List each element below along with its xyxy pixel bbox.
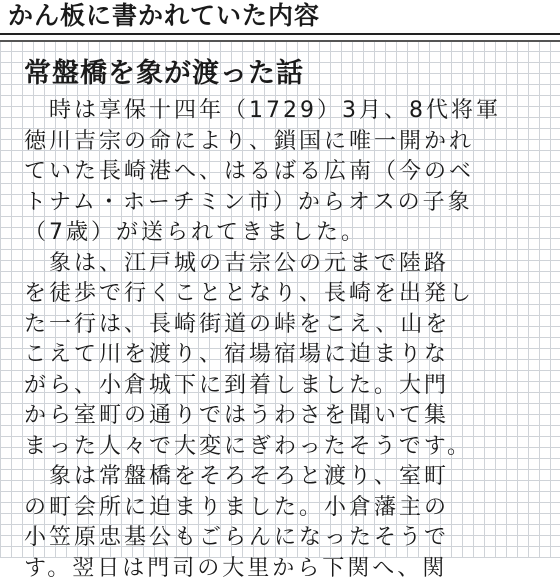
- body-line: 象は、江戸城の吉宗公の元まで陸路: [24, 249, 554, 280]
- body-line: の町会所に迫まりました。小倉藩主の: [24, 493, 554, 524]
- body-line: （7歳）が送られてきました。: [24, 218, 554, 249]
- page-title: かん板に書かれていた内容: [8, 2, 320, 30]
- article-body: [24, 96, 554, 584]
- body-line: から室町の通りではうわさを聞いて集: [24, 401, 554, 432]
- body-line: 徳川吉宗の命により、鎖国に唯一開かれ: [24, 127, 554, 158]
- article-title: 常盤橋を象が渡った話: [24, 58, 304, 90]
- body-line: 小笠原忠基公もごらんになったそうで: [24, 523, 554, 554]
- body-line: こえて川を渡り、宿場宿場に迫まりな: [24, 340, 554, 371]
- body-line: た一行は、長崎街道の峠をこえ、山を: [24, 310, 554, 341]
- body-line: 象は常盤橋をそろそろと渡り、室町: [24, 462, 554, 493]
- signboard: [0, 40, 560, 558]
- body-line: まった人々で大変にぎわったそうです。: [24, 432, 554, 463]
- body-line: がら、小倉城下に到着しました。大門: [24, 371, 554, 402]
- body-line: を徒歩で行くこととなり、長崎を出発し: [24, 279, 554, 310]
- signboard-top-edge: [0, 40, 560, 42]
- header-divider: [0, 33, 560, 35]
- body-line: トナム・ホーチミン市）からオスの子象: [24, 188, 554, 219]
- body-line: 時は享保十四年（1729）3月、8代将軍: [24, 96, 554, 127]
- body-line: す。翌日は門司の大里から下関へ、関: [24, 554, 554, 584]
- page-header: [0, 0, 560, 34]
- body-line: ていた長崎港へ、はるばる広南（今のベ: [24, 157, 554, 188]
